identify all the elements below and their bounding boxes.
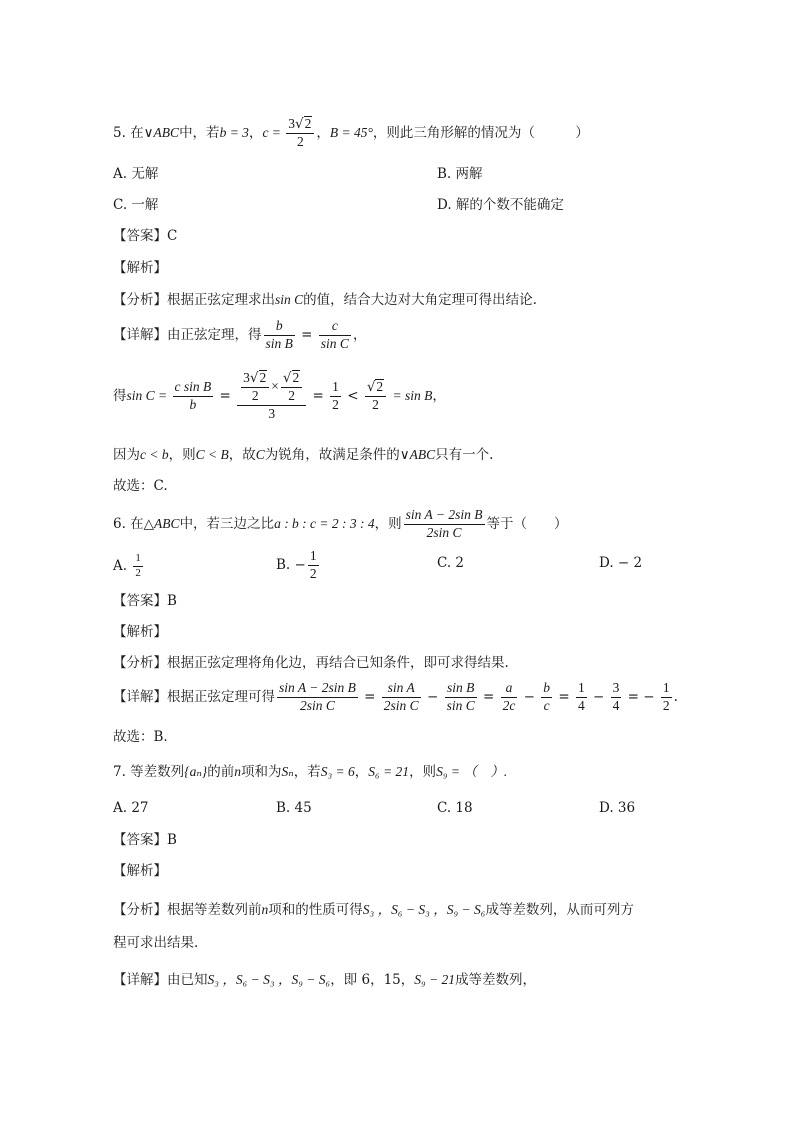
q5-triangle: ∨ABC [143, 124, 180, 140]
q6-stem: 6. 在△ABC中，若三边之比a : b : c = 2 : 3 : 4，则 $\frac{\text{sin A − 2sin B}}{\text{2sin C}}$ 等于（ ） [113, 507, 568, 540]
q7-option-b: B. 45 [276, 800, 312, 816]
q5-reason: 因为c < b，则C < B，故C为锐角，故满足条件的∨ABC只有一个. [113, 447, 494, 463]
q5-analysis-label: 【解析】 [113, 260, 167, 276]
q5-computation: 得sin C = $\frac{\text{c sin B}}{b}$ = $\frac{3√2}{2}$ × $\frac{√2}{2}$ 3 = $\frac{1}{2}$ < $\frac{√2}{2}$ = sin B， [113, 370, 446, 421]
q6-option-a: A. $\frac{1}{2}$ [113, 552, 141, 579]
q7-fenxi-cont: 程可求出结果. [113, 935, 199, 951]
q5-B-eq: B = 45° [329, 124, 373, 140]
q6-option-b: B. − $\frac{1}{2}$ [276, 548, 317, 581]
q6-choose: 故选：B. [113, 729, 168, 745]
q5-fenxi: 【分析】根据正弦定理求出sin C的值，结合大边对大角定理可得出结论. [113, 292, 537, 308]
q7-option-a: A. 27 [113, 800, 149, 816]
q5-stem-end: ，则此三角形解的情况为（ ） [372, 124, 589, 141]
q6-detail: 【详解】根据正弦定理可得 $\frac{\text{sin A − 2sin B}}{\text{2sin C}}$ = $\frac{\text{sin A}}{\text{2sin C}}$ − $\frac{\text{sin B}}{\text{sin C}}$ = $\frac{a}{2c}$ − $\frac{b}{c}$ = $\frac{1}{4}$ − $\frac{3}{4}$ = − $\frac{1}{2}$ . [113, 680, 678, 713]
q5-option-c: C. 一解 [113, 197, 159, 213]
q6-option-d: D. − 2 [599, 555, 643, 571]
q5-option-b: B. 两解 [437, 166, 483, 182]
q6-answer: 【答案】B [113, 593, 177, 609]
q7-detail: 【详解】由已知S₃ ，S₆ − S₃ ，S₉ − S₆，即 6，15，S₉ − 21成等差数列， [113, 972, 537, 988]
q5-option-d: D. 解的个数不能确定 [437, 197, 564, 213]
q5-option-a: A. 无解 [113, 166, 159, 182]
q5-stem: 5. 在∨ABC中，若b = 3，c = $\frac{3√2}{2}$ ，B = 45°，则此三角形解的情况为（ ） [113, 116, 589, 149]
q7-fenxi: 【分析】根据等差数列前n项和的性质可得S₃ ，S₆ − S₃ ，S₉ − S₆成等差数列，从而可列方 [113, 902, 634, 918]
q5-stem-prefix: 5. 在 [113, 124, 144, 141]
q6-analysis-label: 【解析】 [113, 624, 167, 640]
q7-stem: 7. 等差数列{aₙ}的前n项和为Sₙ，若S₃ = 6，S₆ = 21，则S₉ = （ ）. [113, 764, 508, 780]
q6-fenxi: 【分析】根据正弦定理将角化边，再结合已知条件，即可求得结果. [113, 655, 509, 671]
q7-answer: 【答案】B [113, 832, 177, 848]
q7-option-d: D. 36 [599, 800, 636, 816]
q5-choose: 故选：C. [113, 478, 168, 494]
q5-b-eq: b = 3 [219, 124, 249, 140]
q5-detail: 【详解】由正弦定理，得 $\frac{b}{\text{sin B}}$ = $\frac{c}{\text{sin C}}$ ， [113, 318, 367, 351]
q7-option-c: C. 18 [437, 800, 473, 816]
q7-analysis-label: 【解析】 [113, 863, 167, 879]
q5-c-eq: c = [262, 124, 285, 140]
q5-c-fraction: $\frac{3√2}{2}$ [286, 116, 314, 151]
q5-answer: 【答案】C [113, 228, 178, 244]
q5-stem-mid: 中，若 [179, 124, 220, 141]
q6-option-c: C. 2 [437, 555, 465, 571]
